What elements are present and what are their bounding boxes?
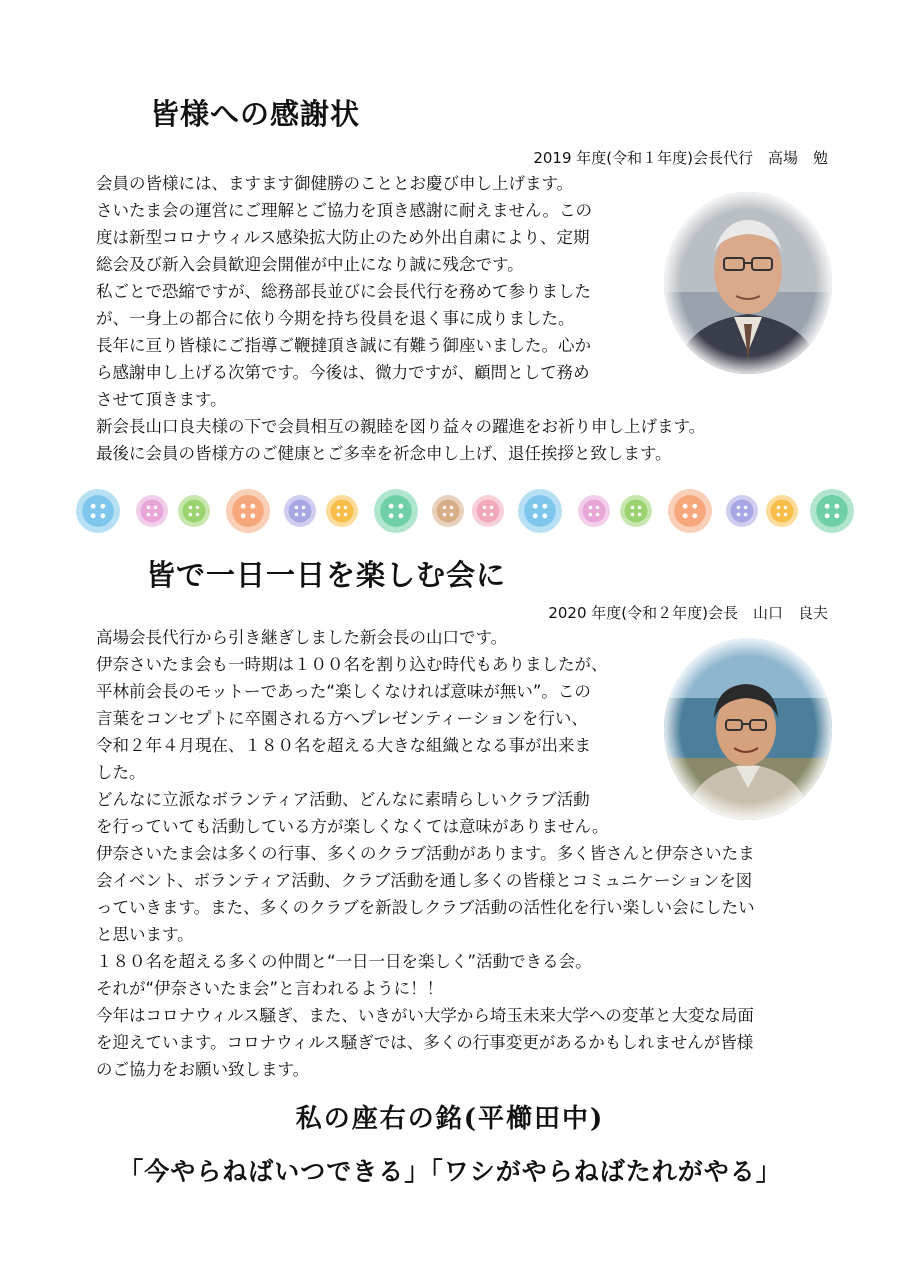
section2-line: っていきます。また、多くのクラブを新設しクラブ活動の活性化を行い楽しい会にしたい <box>96 898 755 917</box>
section1-line: ら感謝申し上げる次第です。今後は、微力ですが、顧問として務め <box>96 363 590 382</box>
section1-line: 長年に亘り皆様にご指導ご鞭撻頂き誠に有難う御座いました。心か <box>96 336 591 355</box>
decorative-button-icon <box>518 489 562 533</box>
section2-line: 今年はコロナウィルス騒ぎ、また、いきがい大学から埼玉未来大学への変革と大変な局面 <box>96 1006 754 1025</box>
section1-line: さいたま会の運営にご理解とご協力を頂き感謝に耐えません。この <box>96 201 592 220</box>
decorative-button-icon <box>810 489 854 533</box>
decorative-button-icon <box>726 495 758 527</box>
section1-line: 最後に会員の皆様方のご健康とご多幸を祈念申し上げ、退任挨拶と致します。 <box>96 444 672 463</box>
section2-line: と思います。 <box>96 925 194 944</box>
section1-byline: 2019 年度(令和１年度)会長代行 高場 勉 <box>533 149 828 167</box>
section2-line: １８０名を超える多くの仲間と“一日一日を楽しく”活動できる会。 <box>96 952 592 971</box>
decorative-button-icon <box>578 495 610 527</box>
decorative-button-icon <box>620 495 652 527</box>
decorative-button-icon <box>326 495 358 527</box>
section2-line: のご協力をお願い致します。 <box>96 1060 310 1079</box>
motto-text: 「今やらねばいつできる」「ワシがやらねばたれがやる」 <box>118 1157 782 1186</box>
decorative-button-icon <box>766 495 798 527</box>
section2-line: どんなに立派なボランティア活動、どんなに素晴らしいクラブ活動 <box>96 790 590 809</box>
decorative-buttons-divider <box>70 487 870 535</box>
section2-byline: 2020 年度(令和２年度)会長 山口 良夫 <box>548 604 828 622</box>
portrait-photo-elder-man <box>664 192 832 374</box>
section1-line: 新会長山口良夫様の下で会員相互の親睦を図り益々の躍進をお祈り申し上げます。 <box>96 417 706 436</box>
section2-line: 言葉をコンセプトに卒園される方へプレゼンティーションを行い、 <box>96 709 588 728</box>
section2-line: それが“伊奈さいたま会”と言われるように！！ <box>96 979 444 998</box>
portrait-photo-man-seaside <box>664 638 832 820</box>
decorative-button-icon <box>76 489 120 533</box>
decorative-button-icon <box>178 495 210 527</box>
decorative-button-icon <box>432 495 464 527</box>
section1-line: 度は新型コロナウィルス感染拡大防止のため外出自粛により、定期 <box>96 228 590 247</box>
section2-line: 伊奈さいたま会は多くの行事、多くのクラブ活動があります。多く皆さんと伊奈さいたま <box>96 844 755 863</box>
section2-line: 令和２年４月現在、１８０名を超える大きな組織となる事が出来ま <box>96 736 591 755</box>
section1-line: が、一身上の都合に依り今期を持ち役員を退く事に成りました。 <box>96 309 575 328</box>
section2-line: 平林前会長のモットーであった“楽しくなければ意味が無い”。この <box>96 682 591 701</box>
section1-line: 総会及び新入会員歓迎会開催が中止になり誠に残念です。 <box>96 255 524 274</box>
section1-title: 皆様への感謝状 <box>150 97 361 131</box>
section2-line: 高場会長代行から引き継ぎしました新会長の山口です。 <box>96 628 508 647</box>
decorative-button-icon <box>226 489 270 533</box>
section2-line: 伊奈さいたま会も一時期は１００名を割り込む時代もありましたが、 <box>96 655 608 674</box>
decorative-button-icon <box>284 495 316 527</box>
motto-title: 私の座右の銘(平櫛田中) <box>295 1104 605 1134</box>
section2-line: 会イベント、ボランティア活動、クラブ活動を通し多くの皆様とコミュニケーションを図 <box>96 871 753 890</box>
decorative-button-icon <box>136 495 168 527</box>
decorative-button-icon <box>472 495 504 527</box>
section1-line: させて頂きます。 <box>96 390 227 409</box>
decorative-button-icon <box>374 489 418 533</box>
section1-line: 会員の皆様には、ますます御健勝のこととお慶び申し上げます。 <box>96 174 574 193</box>
section2-line: を迎えています。コロナウィルス騒ぎでは、多くの行事変更があるかもしれませんが皆様 <box>96 1033 754 1052</box>
decorative-button-icon <box>668 489 712 533</box>
section2-title: 皆で一日一日を楽しむ会に <box>146 558 507 592</box>
section2-line: した。 <box>96 763 146 782</box>
section1-line: 私ごとで恐縮ですが、総務部長並びに会長代行を務めて参りました <box>96 282 591 301</box>
section2-line: を行っていても活動している方が楽しくなくては意味がありません。 <box>96 817 609 836</box>
